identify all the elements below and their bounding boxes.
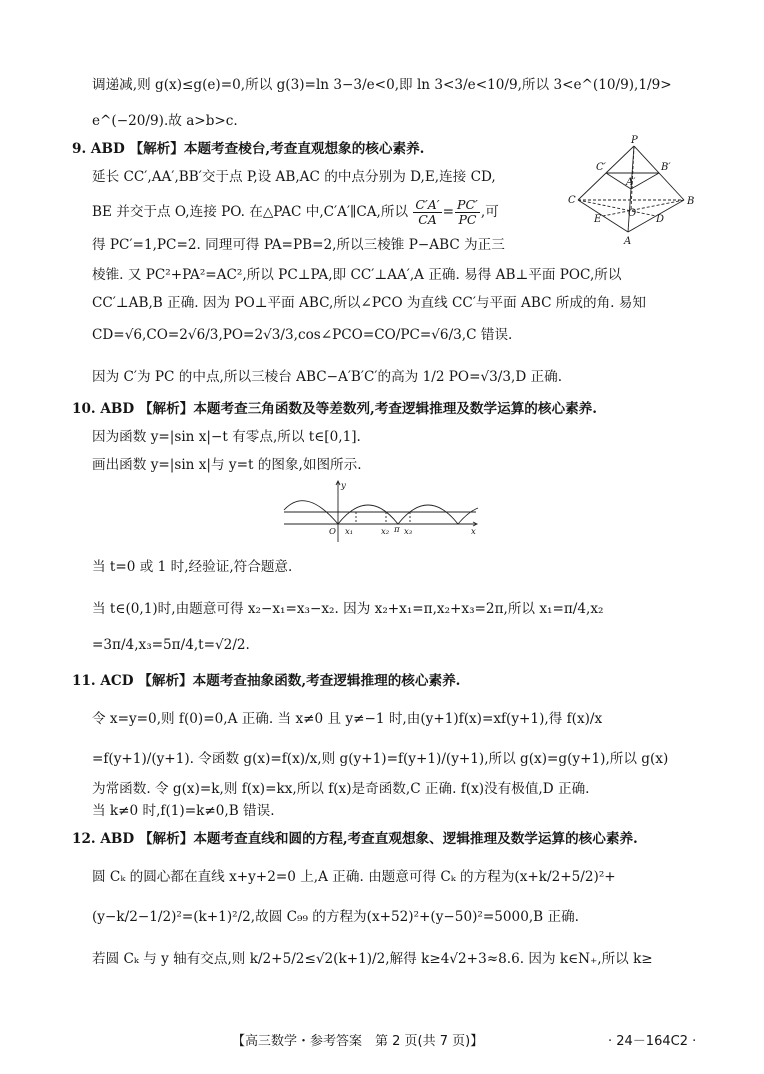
text-line: (y−k/2−1/2)²=(k+1)²/2,故圆 C₉₉ 的方程为(x+52)²+(y−50)²=5000,B 正确. (92, 909, 579, 925)
text-line: 当 k≠0 时,f(1)=k≠0,B 错误. (92, 803, 275, 819)
text-line: 得 PC′=1,PC=2. 同理可得 PA=PB=2,所以三棱锥 P−ABC 为正三 (92, 237, 505, 253)
fraction (413, 198, 441, 227)
label-x2: x₂ (381, 527, 390, 537)
text-line: 圆 Cₖ 的圆心都在直线 x+y+2=0 上,A 正确. 由题意可得 Cₖ 的方程为(x+k/2+5/2)²+ (92, 869, 616, 885)
question-11-heading: 11. ACD 【解析】本题考查抽象函数,考查逻辑推理的核心素养. (72, 673, 461, 689)
text-line: 令 x=y=0,则 f(0)=0,A 正确. 当 x≠0 且 y≠−1 时,由(y+1)f(x)=xf(y+1),得 f(x)/x (92, 711, 603, 727)
label-P: P (631, 135, 638, 146)
label-x1: x₁ (345, 527, 354, 537)
question-12-heading: 12. ABD 【解析】本题考查直线和圆的方程,考查直观想象、逻辑推理及数学运算的核心素养. (72, 831, 638, 847)
frustum-figure (568, 134, 704, 246)
text-line: 当 t∈(0,1)时,由题意可得 x₂−x₁=x₃−x₂. 因为 x₂+x₁=π,x₂+x₃=2π,所以 x₁=π/4,x₂ (92, 601, 604, 617)
text-line: =f(y+1)/(y+1). 令函数 g(x)=f(x)/x,则 g(y+1)=f(y+1)/(y+1),所以 g(x)=g(y+1),所以 g(x) (92, 751, 669, 767)
text-segment: BE 并交于点 O,连接 PO. 在△PAC 中,C′A′∥CA,所以 (92, 204, 409, 220)
text-line: 当 t=0 或 1 时,经验证,符合题意. (92, 559, 293, 575)
text-line: 画出函数 y=|sin x|与 y=t 的图象,如图所示. (92, 457, 362, 473)
label-B-prime: B′ (661, 162, 671, 173)
fraction (455, 198, 480, 227)
numerator: PC′ (457, 197, 478, 212)
text-line: 若圆 Cₖ 与 y 轴有交点,则 k/2+5/2≤√2(k+1)/2,解得 k≥4√2+3≈8.6. 因为 k∈N₊,所以 k≥ (92, 951, 653, 967)
text-segment: ,可 (480, 204, 499, 220)
label-B: B (687, 196, 695, 207)
label-A-prime: A′ (626, 177, 636, 188)
denominator: CA (418, 212, 437, 227)
question-9-heading: 9. ABD 【解析】本题考查棱台,考查直观想象的核心素养. (72, 141, 425, 157)
text-line: 调递减,则 g(x)≤g(e)=0,所以 g(3)=ln 3−3/e<0,即 ln 3<3/e<10/9,所以 3<e^(10/9),1/9> (92, 77, 672, 93)
page-footer: 【高三数学・参考答案 第 2 页(共 7 页)】 (232, 1034, 484, 1049)
question-10-heading: 10. ABD 【解析】本题考查三角函数及等差数列,考查逻辑推理及数学运算的核心素养. (72, 401, 597, 417)
label-C: C (568, 195, 576, 206)
text-line: =3π/4,x₃=5π/4,t=√2/2. (92, 637, 250, 653)
equals-sign: = (442, 204, 455, 220)
text-line: e^(−20/9).故 a>b>c. (92, 113, 238, 129)
denominator: PC (458, 212, 477, 227)
text-line: 棱锥. 又 PC²+PA²=AC²,所以 PC⊥PA,即 CC′⊥AA′,A 正确. 易得 AB⊥平面 POC,所以 (92, 267, 622, 283)
numerator: C′A′ (415, 197, 440, 212)
text-line: CD=√6,CO=2√6/3,PO=2√3/3,cos∠PCO=CO/PC=√6/3,C 错误. (92, 327, 513, 343)
label-x: x (471, 527, 476, 537)
label-C-prime: C′ (596, 162, 606, 173)
label-y: y (341, 481, 346, 491)
label-A: A (624, 236, 632, 246)
label-pi: π (394, 525, 400, 535)
text-line: 因为函数 y=|sin x|−t 有零点,所以 t∈[0,1]. (92, 429, 361, 445)
label-origin: O (329, 527, 336, 537)
sine-graph-figure (282, 478, 482, 548)
text-line: 延长 CC′,AA′,BB′交于点 P,设 AB,AC 的中点分别为 D,E,连接 CD, (92, 169, 496, 185)
label-D: D (656, 214, 665, 225)
label-x3: x₃ (404, 527, 413, 537)
text-line (92, 198, 499, 227)
document-code: · 24－164C2 · (608, 1034, 697, 1049)
text-line: CC′⊥AB,B 正确. 因为 PO⊥平面 ABC,所以∠PCO 为直线 CC′与平面 ABC 所成的角. 易知 (92, 295, 646, 311)
text-line: 为常函数. 令 g(x)=k,则 f(x)=kx,所以 f(x)是奇函数,C 正确. f(x)没有极值,D 正确. (92, 781, 590, 797)
text-line: 因为 C′为 PC 的中点,所以三棱台 ABC−A′B′C′的高为 1/2 PO=√3/3,D 正确. (92, 369, 563, 385)
label-E: E (594, 214, 602, 225)
label-O: O (628, 208, 637, 219)
